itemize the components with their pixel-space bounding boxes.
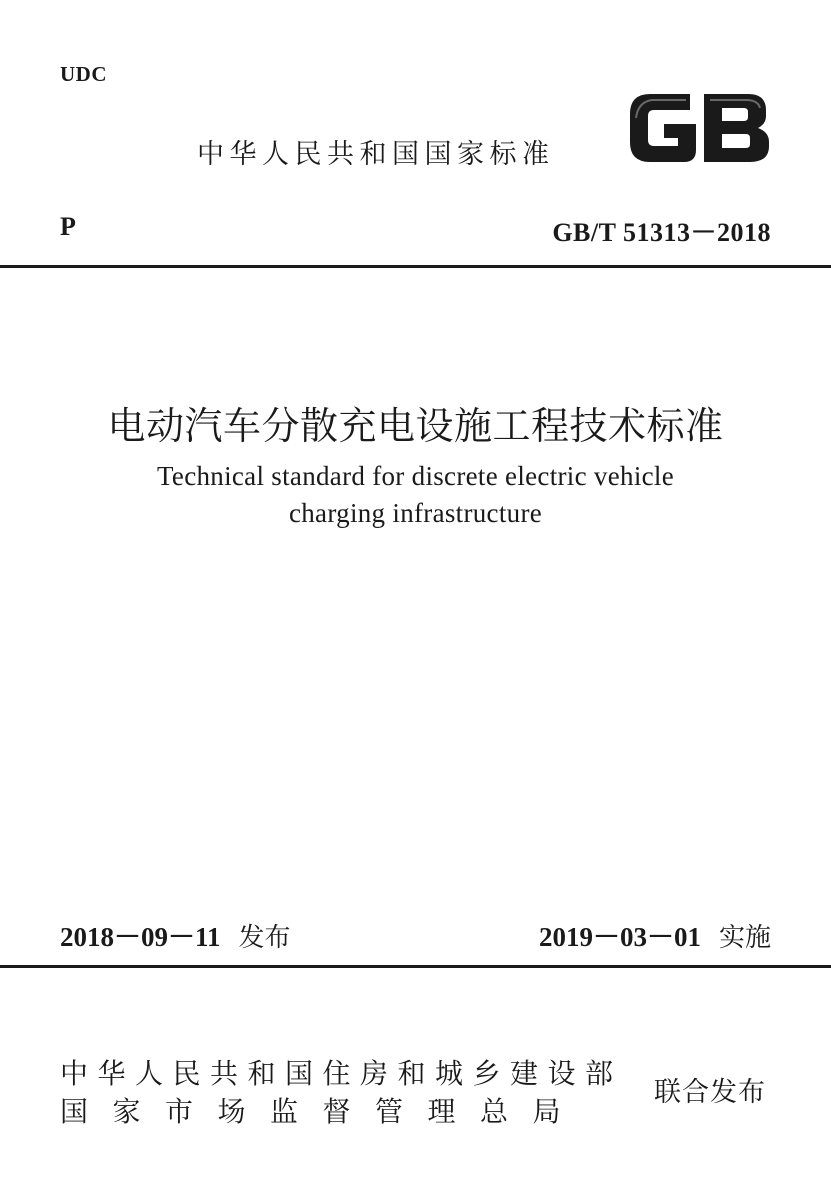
implementation-date-row — [539, 915, 771, 954]
gb-logo-icon — [626, 88, 773, 168]
issue-date-row — [60, 915, 291, 954]
title-english — [0, 458, 831, 532]
classification-code: P — [60, 212, 76, 241]
standard-number: GB/T 51313－2018 — [552, 218, 771, 247]
issuer-ministry: 中华人民共和国住房和城乡建设部 — [60, 1057, 623, 1090]
top-divider — [0, 265, 831, 268]
implementation-date: 2019－03－01 — [538, 922, 701, 952]
issuer-administration: 国家市场监督管理总局 — [60, 1095, 586, 1128]
joint-issue-label: 联合发布 — [654, 1077, 766, 1108]
issue-date: 2018－09－11 — [60, 922, 221, 952]
bottom-divider — [0, 965, 831, 968]
implementation-label: 实施 — [718, 923, 771, 953]
issue-label: 发布 — [238, 923, 291, 953]
udc-label: UDC — [60, 62, 107, 86]
title-english-line2: charging infrastructure — [288, 498, 543, 528]
title-chinese: 电动汽车分散充电设施工程技术标准 — [107, 404, 724, 448]
standard-type: 中华人民共和国国家标准 — [197, 139, 555, 170]
title-english-line1: Technical standard for discrete electric vehicle — [157, 461, 674, 491]
